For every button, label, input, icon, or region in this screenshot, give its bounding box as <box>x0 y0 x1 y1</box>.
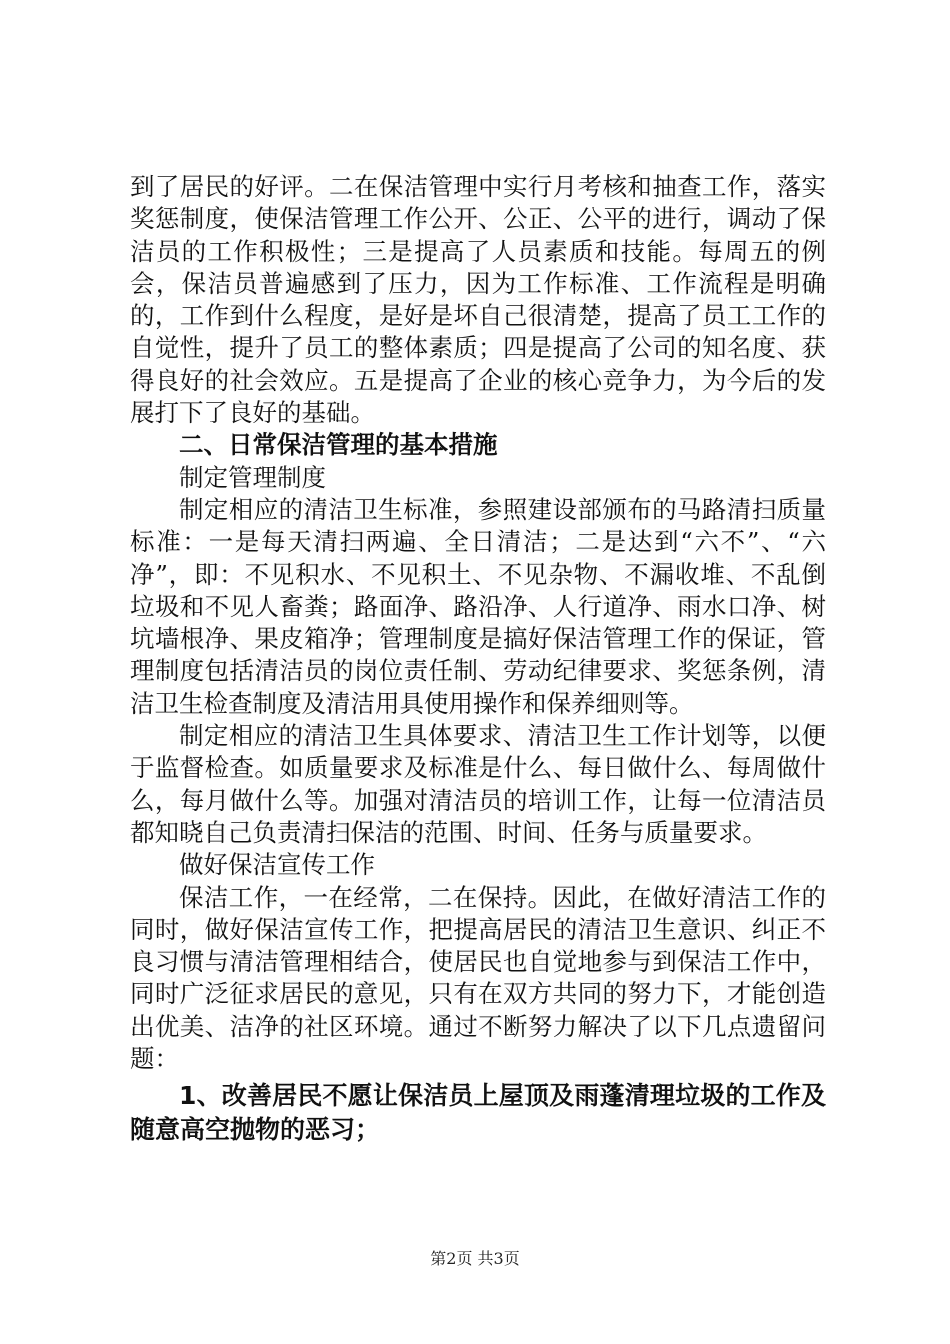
document-body <box>130 171 826 1147</box>
paragraph-standards: 制定相应的清洁卫生标准，参照建设部颁布的马路清扫质量标准：一是每天清扫两遍、全日清洁；二是达到“六不”、“六净”，即：不见积水、不见积土、不见杂物、不漏收堆、不乱倒垃圾和不见人畜粪；路面净、路沿净、人行道净、雨水口净、树坑墙根净、果皮箱净；管理制度是搞好保洁管理工作的保证，管理制度包括清洁员的岗位责任制、劳动纪律要求、奖惩条例，清洁卫生检查制度及清洁用具使用操作和保养细则等。 <box>130 494 826 718</box>
subheading-publicity: 做好保洁宣传工作 <box>179 850 375 880</box>
paragraph-publicity: 保洁工作，一在经常，二在保持。因此，在做好清洁工作的同时，做好保洁宣传工作，把提高居民的清洁卫生意识、纠正不良习惯与清洁管理相结合，使居民也自觉地参与到保洁工作中，同时广泛征求居民的意见，只有在双方共同的努力下，才能创造出优美、洁净的社区环境。通过不断努力解决了以下几点遗留问题： <box>130 882 826 1074</box>
subheading-management-system: 制定管理制度 <box>179 462 326 492</box>
list-item-1: 1、改善居民不愿让保洁员上屋顶及雨蓬清理垃圾的工作及随意高空抛物的恶习； <box>130 1081 826 1145</box>
paragraph-requirements: 制定相应的清洁卫生具体要求、清洁卫生工作计划等，以便于监督检查。如质量要求及标准是什么、每日做什么、每周做什么，每月做什么等。加强对清洁员的培训工作，让每一位清洁员都知晓自己负责清扫保洁的范围、时间、任务与质量要求。 <box>130 721 826 847</box>
page-footer: 第2页 共3页 <box>430 1249 520 1268</box>
paragraph-results: 到了居民的好评。二在保洁管理中实行月考核和抽查工作，落实奖惩制度，使保洁管理工作公开、公正、公平的进行，调动了保洁员的工作积极性；三是提高了人员素质和技能。每周五的例会，保洁员普遍感到了压力，因为工作标准、工作流程是明确的，工作到什么程度，是好是坏自己很清楚，提高了员工工作的自觉性，提升了员工的整体素质；四是提高了公司的知名度、获得良好的社会效应。五是提高了企业的核心竞争力，为今后的发展打下了良好的基础。 <box>130 172 826 428</box>
section-heading: 二、日常保洁管理的基本措施 <box>179 430 498 460</box>
